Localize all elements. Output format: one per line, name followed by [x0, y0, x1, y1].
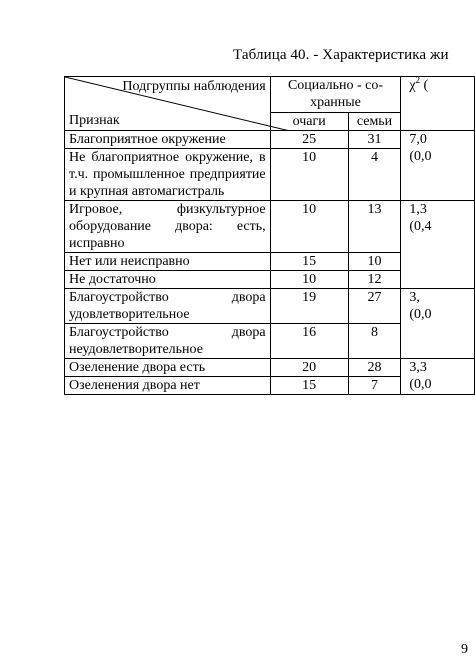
- cell-foci: 10: [270, 201, 348, 253]
- table-row: [65, 359, 475, 377]
- table-row: [65, 289, 475, 324]
- table-header-row: [65, 77, 475, 113]
- header-attribute: Признак: [69, 113, 120, 128]
- row-label: Благоприятное окружение: [65, 131, 271, 149]
- cell-families: 12: [348, 271, 401, 289]
- cell-chi-square: 3,3 (0,0: [401, 359, 475, 395]
- header-families: семьи: [348, 112, 401, 130]
- cell-families: 27: [348, 289, 401, 324]
- page-number: 9: [461, 642, 468, 657]
- cell-foci: 25: [270, 131, 348, 149]
- cell-foci: 10: [270, 271, 348, 289]
- cell-families: 8: [348, 324, 401, 359]
- cell-foci: 10: [270, 149, 348, 201]
- cell-chi-square: 7,0 (0,0: [401, 131, 475, 201]
- header-social-group: Социально - со-хранные: [270, 77, 401, 113]
- row-label: Не достаточно: [65, 271, 271, 289]
- cell-families: 28: [348, 359, 401, 377]
- row-label: Нет или неисправно: [65, 253, 271, 271]
- cell-families: 31: [348, 131, 401, 149]
- row-label: Озеленение двора есть: [65, 359, 271, 377]
- cell-chi-square: 1,3 (0,4: [401, 201, 475, 289]
- cell-foci: 15: [270, 377, 348, 395]
- row-label: Игровое, физкультурное оборудование двора: есть, исправно: [65, 201, 271, 253]
- cell-families: 10: [348, 253, 401, 271]
- header-chi-square: $\chi^2$ (: [401, 77, 475, 131]
- table-caption: Таблица 40. - Характеристика жи: [233, 47, 449, 63]
- cell-families: 13: [348, 201, 401, 253]
- cell-foci: 15: [270, 253, 348, 271]
- table-row: [65, 131, 475, 149]
- header-observation-subgroups: Подгруппы наблюдения: [122, 79, 266, 94]
- cell-foci: 20: [270, 359, 348, 377]
- cell-families: 7: [348, 377, 401, 395]
- row-label: Благоустройство двора неудовлетворительное: [65, 324, 271, 359]
- row-label: Благоустройство двора удовлетворительное: [65, 289, 271, 324]
- cell-families: 4: [348, 149, 401, 201]
- diagonal-header-cell: [65, 77, 271, 131]
- cell-foci: 19: [270, 289, 348, 324]
- cell-foci: 16: [270, 324, 348, 359]
- data-table: [64, 76, 475, 395]
- row-label: Озеленения двора нет: [65, 377, 271, 395]
- row-label: Не благоприятное окружение, в т.ч. промышленное предприятие и крупная автомагистраль: [65, 149, 271, 201]
- cell-chi-square: 3, (0,0: [401, 289, 475, 359]
- table-row: [65, 201, 475, 253]
- header-foci: очаги: [270, 112, 348, 130]
